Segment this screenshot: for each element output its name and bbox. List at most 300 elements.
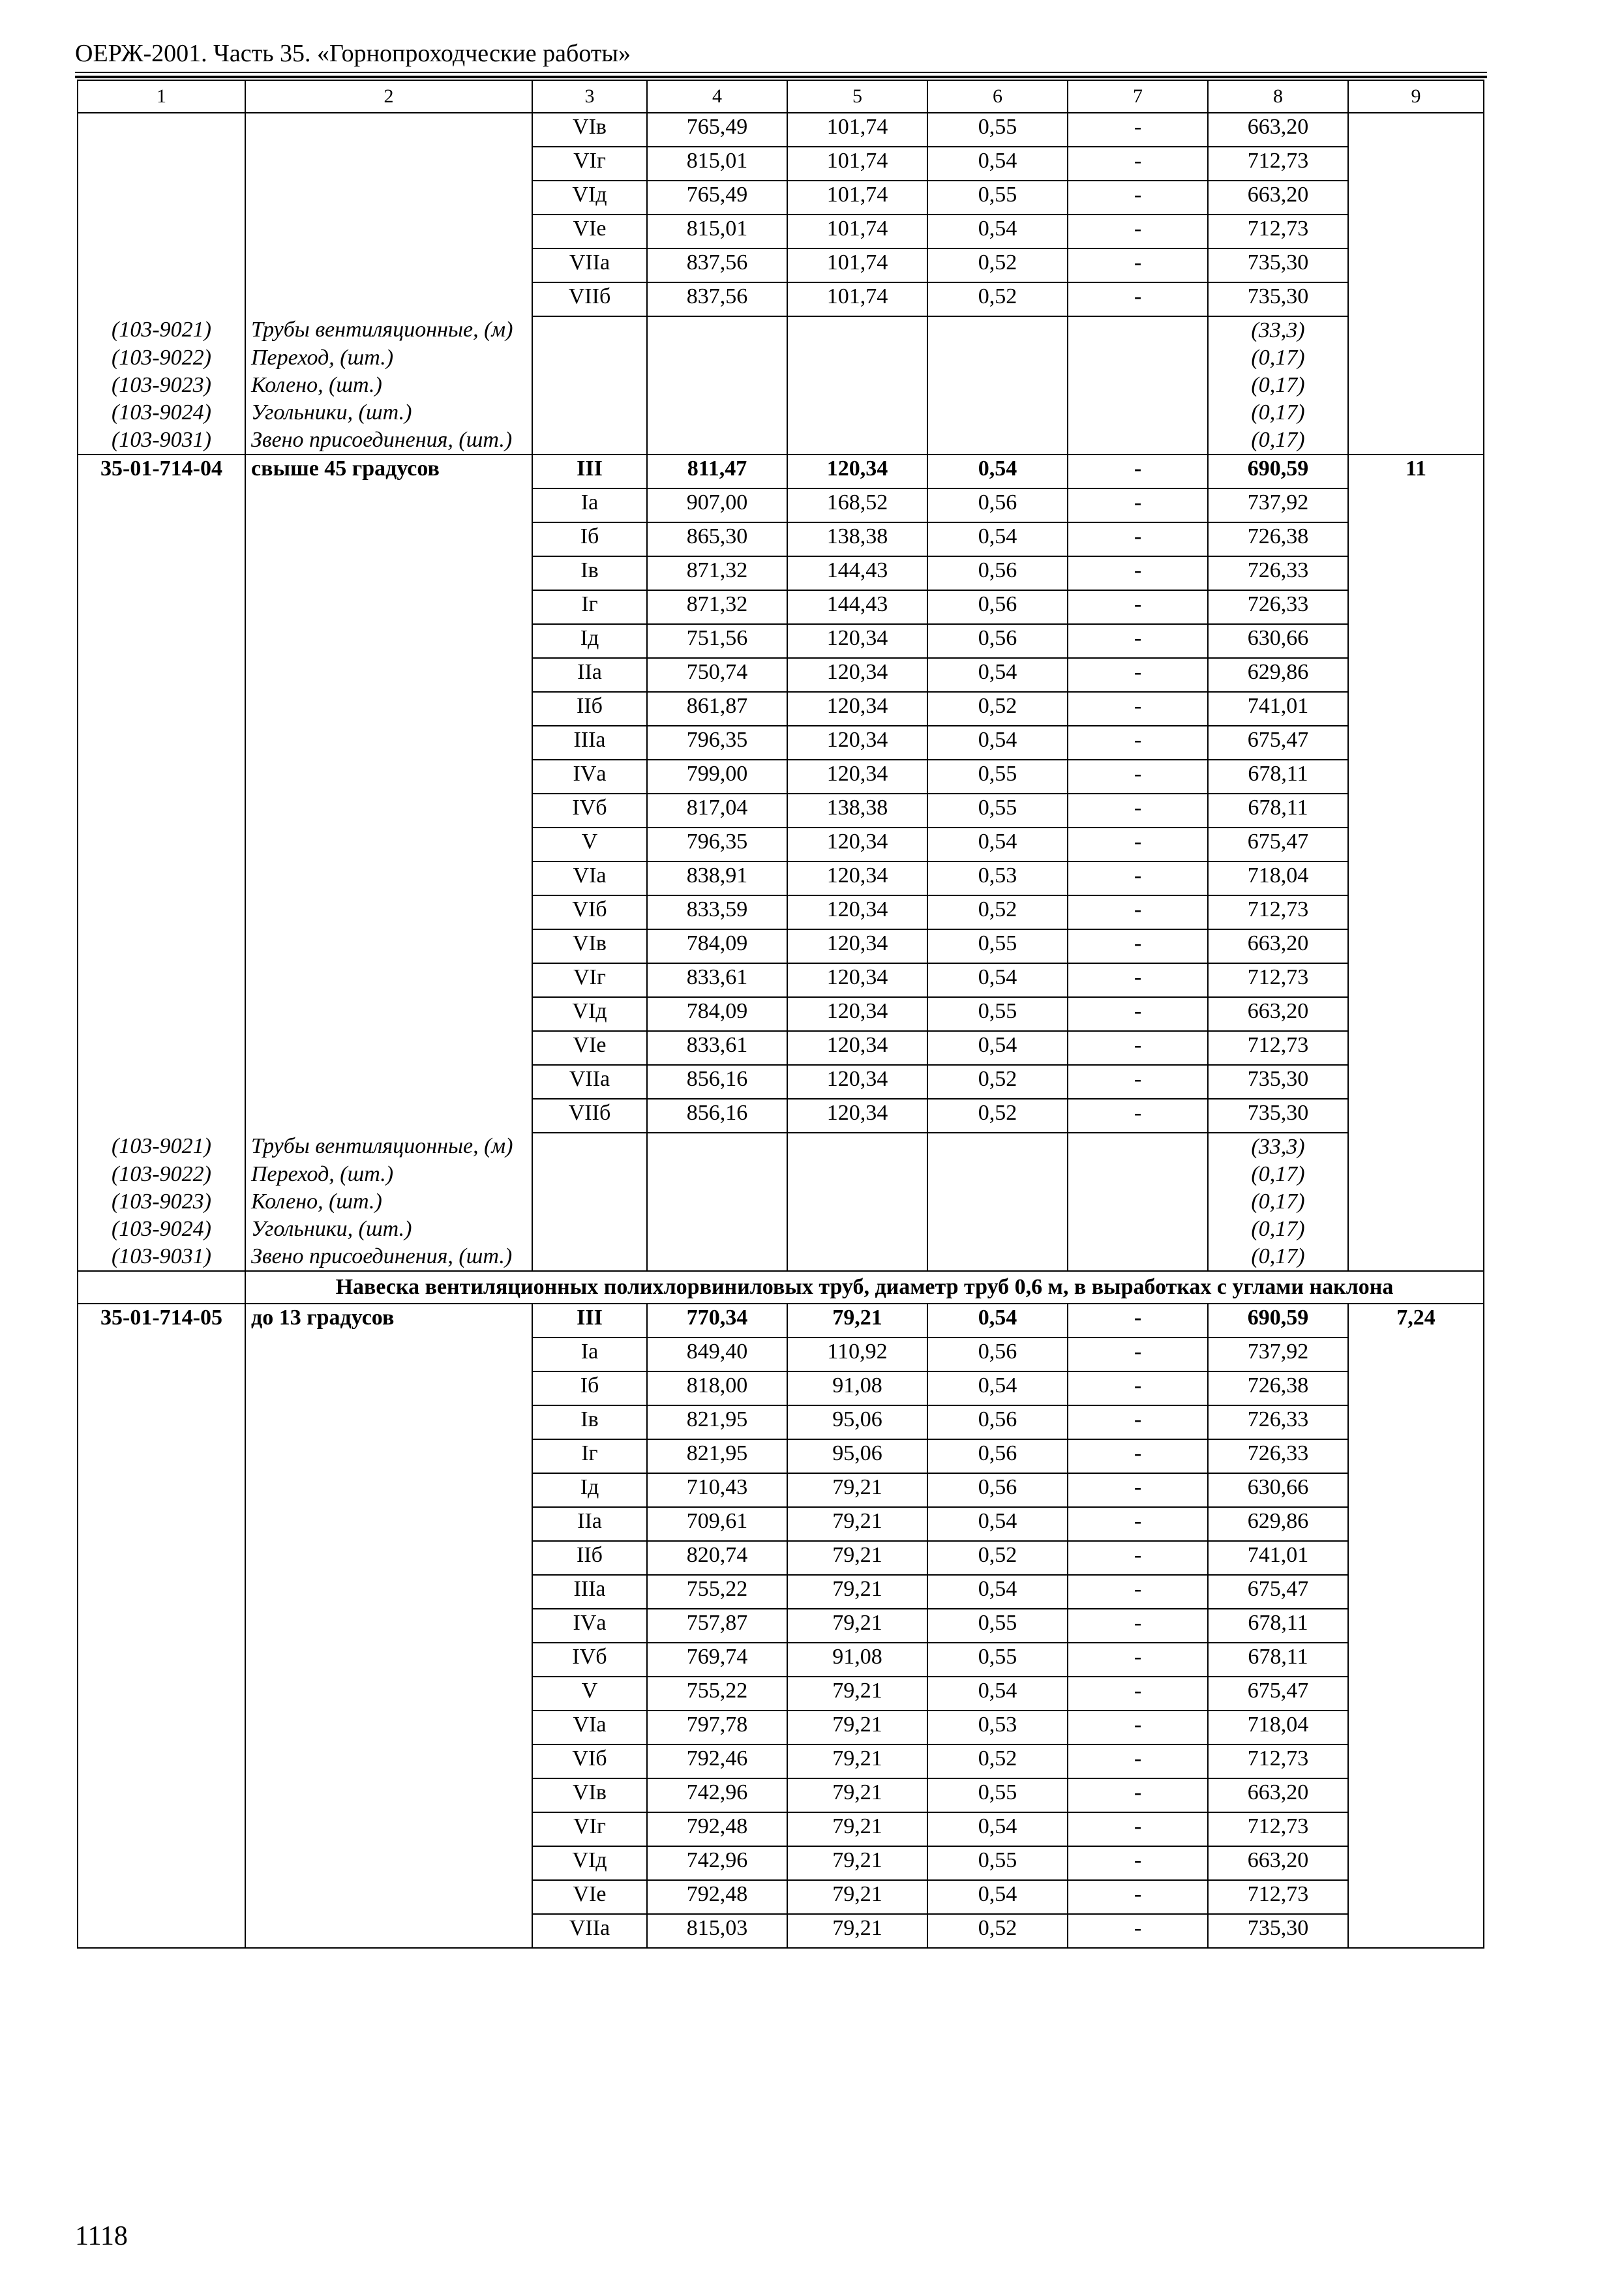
code-cell [78, 760, 245, 794]
value-cell: 0,56 [927, 488, 1068, 522]
name-cell [245, 113, 532, 147]
table-row [78, 658, 1484, 692]
value-cell: 735,30 [1208, 1065, 1348, 1099]
table-row [78, 692, 1484, 726]
value-cell: - [1068, 282, 1208, 316]
value-cell: - [1068, 861, 1208, 895]
col9-cell [1348, 1677, 1484, 1711]
empty-cell [787, 1216, 927, 1243]
value-cell: 91,08 [787, 1371, 927, 1405]
value-cell: 79,21 [787, 1880, 927, 1914]
name-cell [245, 929, 532, 963]
value-cell: 0,54 [927, 455, 1068, 488]
table-row [78, 1744, 1484, 1778]
col9-cell [1348, 760, 1484, 794]
value-cell: 120,34 [787, 726, 927, 760]
value-cell: 735,30 [1208, 282, 1348, 316]
value-cell: 120,34 [787, 929, 927, 963]
col9-cell [1348, 522, 1484, 556]
col9-cell [1348, 1099, 1484, 1133]
value-cell: - [1068, 590, 1208, 624]
value-cell: - [1068, 1304, 1208, 1338]
value-cell: 0,55 [927, 181, 1068, 215]
code-cell [78, 1473, 245, 1507]
value-cell: Iд [532, 624, 647, 658]
code-cell [78, 658, 245, 692]
page-number: 1118 [75, 2221, 128, 2251]
value-cell: 0,54 [927, 1507, 1068, 1541]
table-row [78, 861, 1484, 895]
table-row [78, 1575, 1484, 1609]
name-cell [245, 1880, 532, 1914]
name-cell [245, 658, 532, 692]
empty-cell [532, 316, 647, 344]
name-cell [245, 1778, 532, 1812]
value-cell: - [1068, 1099, 1208, 1133]
value-cell: 79,21 [787, 1609, 927, 1643]
name-cell [245, 726, 532, 760]
empty-cell [1068, 372, 1208, 399]
value-cell: 769,74 [647, 1643, 787, 1677]
material-value: (0,17) [1208, 1161, 1348, 1188]
code-cell [78, 1812, 245, 1846]
code-cell [78, 590, 245, 624]
value-cell: 629,86 [1208, 1507, 1348, 1541]
column-header: 3 [532, 80, 647, 113]
value-cell: 0,53 [927, 1711, 1068, 1744]
value-cell: IVа [532, 1609, 647, 1643]
value-cell: 120,34 [787, 658, 927, 692]
col9-cell [1348, 1439, 1484, 1473]
value-cell: 750,74 [647, 658, 787, 692]
value-cell: 856,16 [647, 1099, 787, 1133]
empty-cell [78, 1271, 245, 1304]
name-cell [245, 1846, 532, 1880]
value-cell: IIа [532, 1507, 647, 1541]
name-cell [245, 215, 532, 248]
value-cell: 95,06 [787, 1405, 927, 1439]
name-cell [245, 1711, 532, 1744]
code-cell [78, 1711, 245, 1744]
value-cell: 0,56 [927, 556, 1068, 590]
name-cell [245, 1677, 532, 1711]
empty-cell [1068, 1161, 1208, 1188]
value-cell: - [1068, 1846, 1208, 1880]
col9-cell [1348, 1541, 1484, 1575]
value-cell: 95,06 [787, 1439, 927, 1473]
col9-cell [1348, 1473, 1484, 1507]
value-cell: - [1068, 828, 1208, 861]
name-cell [245, 1541, 532, 1575]
value-cell: IIIа [532, 1575, 647, 1609]
value-cell: 0,53 [927, 861, 1068, 895]
value-cell: 820,74 [647, 1541, 787, 1575]
value-cell: 837,56 [647, 248, 787, 282]
name-cell [245, 556, 532, 590]
value-cell: 678,11 [1208, 1609, 1348, 1643]
value-cell: 101,74 [787, 248, 927, 282]
value-cell: 120,34 [787, 624, 927, 658]
empty-cell [787, 1161, 927, 1188]
table-row [78, 488, 1484, 522]
table-row [78, 1371, 1484, 1405]
empty-cell [1348, 1216, 1484, 1243]
value-cell: 79,21 [787, 1304, 927, 1338]
col9-cell [1348, 794, 1484, 828]
value-cell: - [1068, 1744, 1208, 1778]
value-cell: 663,20 [1208, 997, 1348, 1031]
value-cell: Iд [532, 1473, 647, 1507]
value-cell: 755,22 [647, 1575, 787, 1609]
table-row [78, 1304, 1484, 1338]
table-row [78, 828, 1484, 861]
empty-cell [1348, 1161, 1484, 1188]
value-cell: 120,34 [787, 1031, 927, 1065]
table-row [78, 344, 1484, 372]
value-cell: 0,54 [927, 1812, 1068, 1846]
code-cell [78, 1065, 245, 1099]
value-cell: 792,48 [647, 1812, 787, 1846]
material-value: (0,17) [1208, 1243, 1348, 1271]
value-cell: - [1068, 963, 1208, 997]
value-cell: 690,59 [1208, 1304, 1348, 1338]
col9-cell [1348, 624, 1484, 658]
value-cell: 0,52 [927, 1914, 1068, 1948]
header-rule [75, 72, 1487, 73]
header-rule-thick [75, 76, 1487, 78]
material-name: Угольники, (шт.) [245, 1216, 532, 1243]
value-cell: 871,32 [647, 590, 787, 624]
value-cell: 0,54 [927, 522, 1068, 556]
value-cell: 792,48 [647, 1880, 787, 1914]
code-cell [78, 624, 245, 658]
value-cell: III [532, 455, 647, 488]
value-cell: 0,55 [927, 1643, 1068, 1677]
material-value: (0,17) [1208, 344, 1348, 372]
value-cell: 663,20 [1208, 1846, 1348, 1880]
name-cell [245, 181, 532, 215]
value-cell: 663,20 [1208, 929, 1348, 963]
value-cell: 712,73 [1208, 895, 1348, 929]
value-cell: - [1068, 556, 1208, 590]
empty-cell [927, 344, 1068, 372]
empty-cell [532, 426, 647, 455]
value-cell: - [1068, 113, 1208, 147]
table-row [78, 1812, 1484, 1846]
value-cell: IVа [532, 760, 647, 794]
empty-cell [787, 1243, 927, 1271]
value-cell: 0,55 [927, 113, 1068, 147]
empty-cell [532, 1133, 647, 1161]
name-cell: свыше 45 градусов [245, 455, 532, 488]
value-cell: VIд [532, 997, 647, 1031]
value-cell: VIб [532, 895, 647, 929]
empty-cell [1348, 399, 1484, 426]
value-cell: 817,04 [647, 794, 787, 828]
value-cell: 0,54 [927, 658, 1068, 692]
value-cell: - [1068, 929, 1208, 963]
value-cell: 0,54 [927, 215, 1068, 248]
material-name: Трубы вентиляционные, (м) [245, 1133, 532, 1161]
table-row [78, 1507, 1484, 1541]
table-row [78, 248, 1484, 282]
value-cell: 726,33 [1208, 590, 1348, 624]
col9-cell [1348, 997, 1484, 1031]
value-cell: VIг [532, 963, 647, 997]
value-cell: 751,56 [647, 624, 787, 658]
code-cell [78, 248, 245, 282]
material-name: Колено, (шт.) [245, 372, 532, 399]
material-value: (0,17) [1208, 372, 1348, 399]
code-cell [78, 1338, 245, 1371]
value-cell: VIе [532, 1031, 647, 1065]
table-row [78, 794, 1484, 828]
col9-cell: 7,24 [1348, 1304, 1484, 1338]
value-cell: VIд [532, 1846, 647, 1880]
empty-cell [787, 1133, 927, 1161]
value-cell: 678,11 [1208, 1643, 1348, 1677]
code-cell [78, 488, 245, 522]
value-cell: 79,21 [787, 1677, 927, 1711]
value-cell: 784,09 [647, 997, 787, 1031]
code-cell [78, 1744, 245, 1778]
column-header-row [78, 80, 1484, 113]
table-row [78, 1188, 1484, 1216]
material-code: (103-9021) [78, 1133, 245, 1161]
value-cell: 735,30 [1208, 248, 1348, 282]
name-cell [245, 522, 532, 556]
value-cell: VIв [532, 113, 647, 147]
col9-cell [1348, 1711, 1484, 1744]
value-cell: Iа [532, 1338, 647, 1371]
value-cell: 120,34 [787, 997, 927, 1031]
table-row [78, 726, 1484, 760]
value-cell: 821,95 [647, 1439, 787, 1473]
empty-cell [647, 399, 787, 426]
empty-cell [647, 344, 787, 372]
code-cell [78, 215, 245, 248]
material-name: Угольники, (шт.) [245, 399, 532, 426]
value-cell: - [1068, 1473, 1208, 1507]
table-row [78, 1880, 1484, 1914]
value-cell: 833,61 [647, 1031, 787, 1065]
empty-cell [532, 399, 647, 426]
value-cell: 741,01 [1208, 692, 1348, 726]
material-code: (103-9021) [78, 316, 245, 344]
value-cell: - [1068, 760, 1208, 794]
value-cell: 0,54 [927, 1304, 1068, 1338]
empty-cell [1068, 1188, 1208, 1216]
empty-cell [927, 372, 1068, 399]
value-cell: 101,74 [787, 113, 927, 147]
value-cell: 120,34 [787, 861, 927, 895]
value-cell: - [1068, 895, 1208, 929]
value-cell: Iа [532, 488, 647, 522]
table-row [78, 1216, 1484, 1243]
empty-cell [1068, 399, 1208, 426]
value-cell: 0,56 [927, 1405, 1068, 1439]
value-cell: 120,34 [787, 1099, 927, 1133]
value-cell: VIIа [532, 1065, 647, 1099]
empty-cell [1348, 1133, 1484, 1161]
material-value: (0,17) [1208, 1216, 1348, 1243]
table-row [78, 426, 1484, 455]
table-row [78, 929, 1484, 963]
col9-cell [1348, 282, 1484, 316]
name-cell [245, 1405, 532, 1439]
table-row [78, 1473, 1484, 1507]
value-cell: 742,96 [647, 1846, 787, 1880]
value-cell: 79,21 [787, 1778, 927, 1812]
value-cell: 120,34 [787, 895, 927, 929]
name-cell [245, 861, 532, 895]
value-cell: Iг [532, 590, 647, 624]
value-cell: 0,54 [927, 1031, 1068, 1065]
material-name: Трубы вентиляционные, (м) [245, 316, 532, 344]
table-row [78, 1711, 1484, 1744]
value-cell: IIб [532, 692, 647, 726]
value-cell: - [1068, 1643, 1208, 1677]
value-cell: 629,86 [1208, 658, 1348, 692]
value-cell: 815,01 [647, 215, 787, 248]
value-cell: V [532, 828, 647, 861]
table-row [78, 1133, 1484, 1161]
value-cell: - [1068, 1031, 1208, 1065]
col9-cell [1348, 726, 1484, 760]
col9-cell [1348, 895, 1484, 929]
value-cell: 0,56 [927, 1439, 1068, 1473]
value-cell: 168,52 [787, 488, 927, 522]
value-cell: 0,52 [927, 248, 1068, 282]
value-cell: 0,56 [927, 590, 1068, 624]
code-cell [78, 963, 245, 997]
table-row [78, 963, 1484, 997]
empty-cell [787, 372, 927, 399]
value-cell: 865,30 [647, 522, 787, 556]
code-cell [78, 1846, 245, 1880]
value-cell: 0,56 [927, 1338, 1068, 1371]
value-cell: 663,20 [1208, 113, 1348, 147]
table-row [78, 997, 1484, 1031]
code-cell [78, 997, 245, 1031]
code-cell [78, 1439, 245, 1473]
material-name: Колено, (шт.) [245, 1188, 532, 1216]
col9-cell [1348, 1846, 1484, 1880]
value-cell: - [1068, 522, 1208, 556]
code-cell: 35-01-714-04 [78, 455, 245, 488]
empty-cell [1348, 1243, 1484, 1271]
value-cell: 101,74 [787, 181, 927, 215]
empty-cell [927, 316, 1068, 344]
value-cell: 120,34 [787, 1065, 927, 1099]
value-cell: 0,54 [927, 726, 1068, 760]
name-cell [245, 760, 532, 794]
section-title: Навеска вентиляционных полихлорвиниловых труб, диаметр труб 0,6 м, в выработках с углами наклона [245, 1271, 1484, 1304]
empty-cell [927, 1216, 1068, 1243]
value-cell: - [1068, 1065, 1208, 1099]
value-cell: VIIб [532, 282, 647, 316]
name-cell [245, 1609, 532, 1643]
table-row [78, 399, 1484, 426]
value-cell: Iв [532, 556, 647, 590]
value-cell: 0,54 [927, 1677, 1068, 1711]
value-cell: 871,32 [647, 556, 787, 590]
material-code: (103-9023) [78, 372, 245, 399]
empty-cell [1068, 1216, 1208, 1243]
value-cell: 765,49 [647, 181, 787, 215]
code-cell [78, 1371, 245, 1405]
empty-cell [1348, 372, 1484, 399]
table-row [78, 556, 1484, 590]
col9-cell [1348, 1575, 1484, 1609]
empty-cell [927, 1243, 1068, 1271]
code-cell [78, 113, 245, 147]
material-code: (103-9022) [78, 1161, 245, 1188]
value-cell: 737,92 [1208, 488, 1348, 522]
name-cell [245, 1643, 532, 1677]
code-cell [78, 1880, 245, 1914]
value-cell: VIIб [532, 1099, 647, 1133]
code-cell [78, 1507, 245, 1541]
code-cell [78, 1031, 245, 1065]
empty-cell [1068, 426, 1208, 455]
value-cell: 663,20 [1208, 1778, 1348, 1812]
value-cell: - [1068, 1541, 1208, 1575]
material-code: (103-9023) [78, 1188, 245, 1216]
value-cell: 120,34 [787, 963, 927, 997]
code-cell [78, 1643, 245, 1677]
column-header: 1 [78, 80, 245, 113]
table-row [78, 1243, 1484, 1271]
code-cell [78, 1575, 245, 1609]
value-cell: 821,95 [647, 1405, 787, 1439]
value-cell: 79,21 [787, 1507, 927, 1541]
value-cell: 0,52 [927, 1065, 1068, 1099]
value-cell: - [1068, 488, 1208, 522]
norms-table [77, 80, 1484, 1949]
value-cell: Iв [532, 1405, 647, 1439]
col9-cell [1348, 963, 1484, 997]
name-cell [245, 1065, 532, 1099]
value-cell: 741,01 [1208, 1541, 1348, 1575]
table-row [78, 1914, 1484, 1948]
empty-cell [927, 1133, 1068, 1161]
value-cell: IVб [532, 1643, 647, 1677]
value-cell: 838,91 [647, 861, 787, 895]
name-cell [245, 590, 532, 624]
code-cell [78, 1778, 245, 1812]
value-cell: 690,59 [1208, 455, 1348, 488]
column-header: 9 [1348, 80, 1484, 113]
value-cell: 710,43 [647, 1473, 787, 1507]
value-cell: VIг [532, 147, 647, 181]
value-cell: 712,73 [1208, 963, 1348, 997]
value-cell: 856,16 [647, 1065, 787, 1099]
value-cell: 663,20 [1208, 181, 1348, 215]
name-cell [245, 1338, 532, 1371]
col9-cell [1348, 1744, 1484, 1778]
col9-cell [1348, 1778, 1484, 1812]
value-cell: - [1068, 1371, 1208, 1405]
code-cell [78, 794, 245, 828]
value-cell: 712,73 [1208, 1031, 1348, 1065]
value-cell: 0,54 [927, 828, 1068, 861]
value-cell: VIв [532, 929, 647, 963]
value-cell: 0,54 [927, 1371, 1068, 1405]
page-header: ОЕРЖ-2001. Часть 35. «Горнопроходческие работы» [75, 40, 631, 67]
value-cell: 735,30 [1208, 1099, 1348, 1133]
name-cell [245, 1031, 532, 1065]
